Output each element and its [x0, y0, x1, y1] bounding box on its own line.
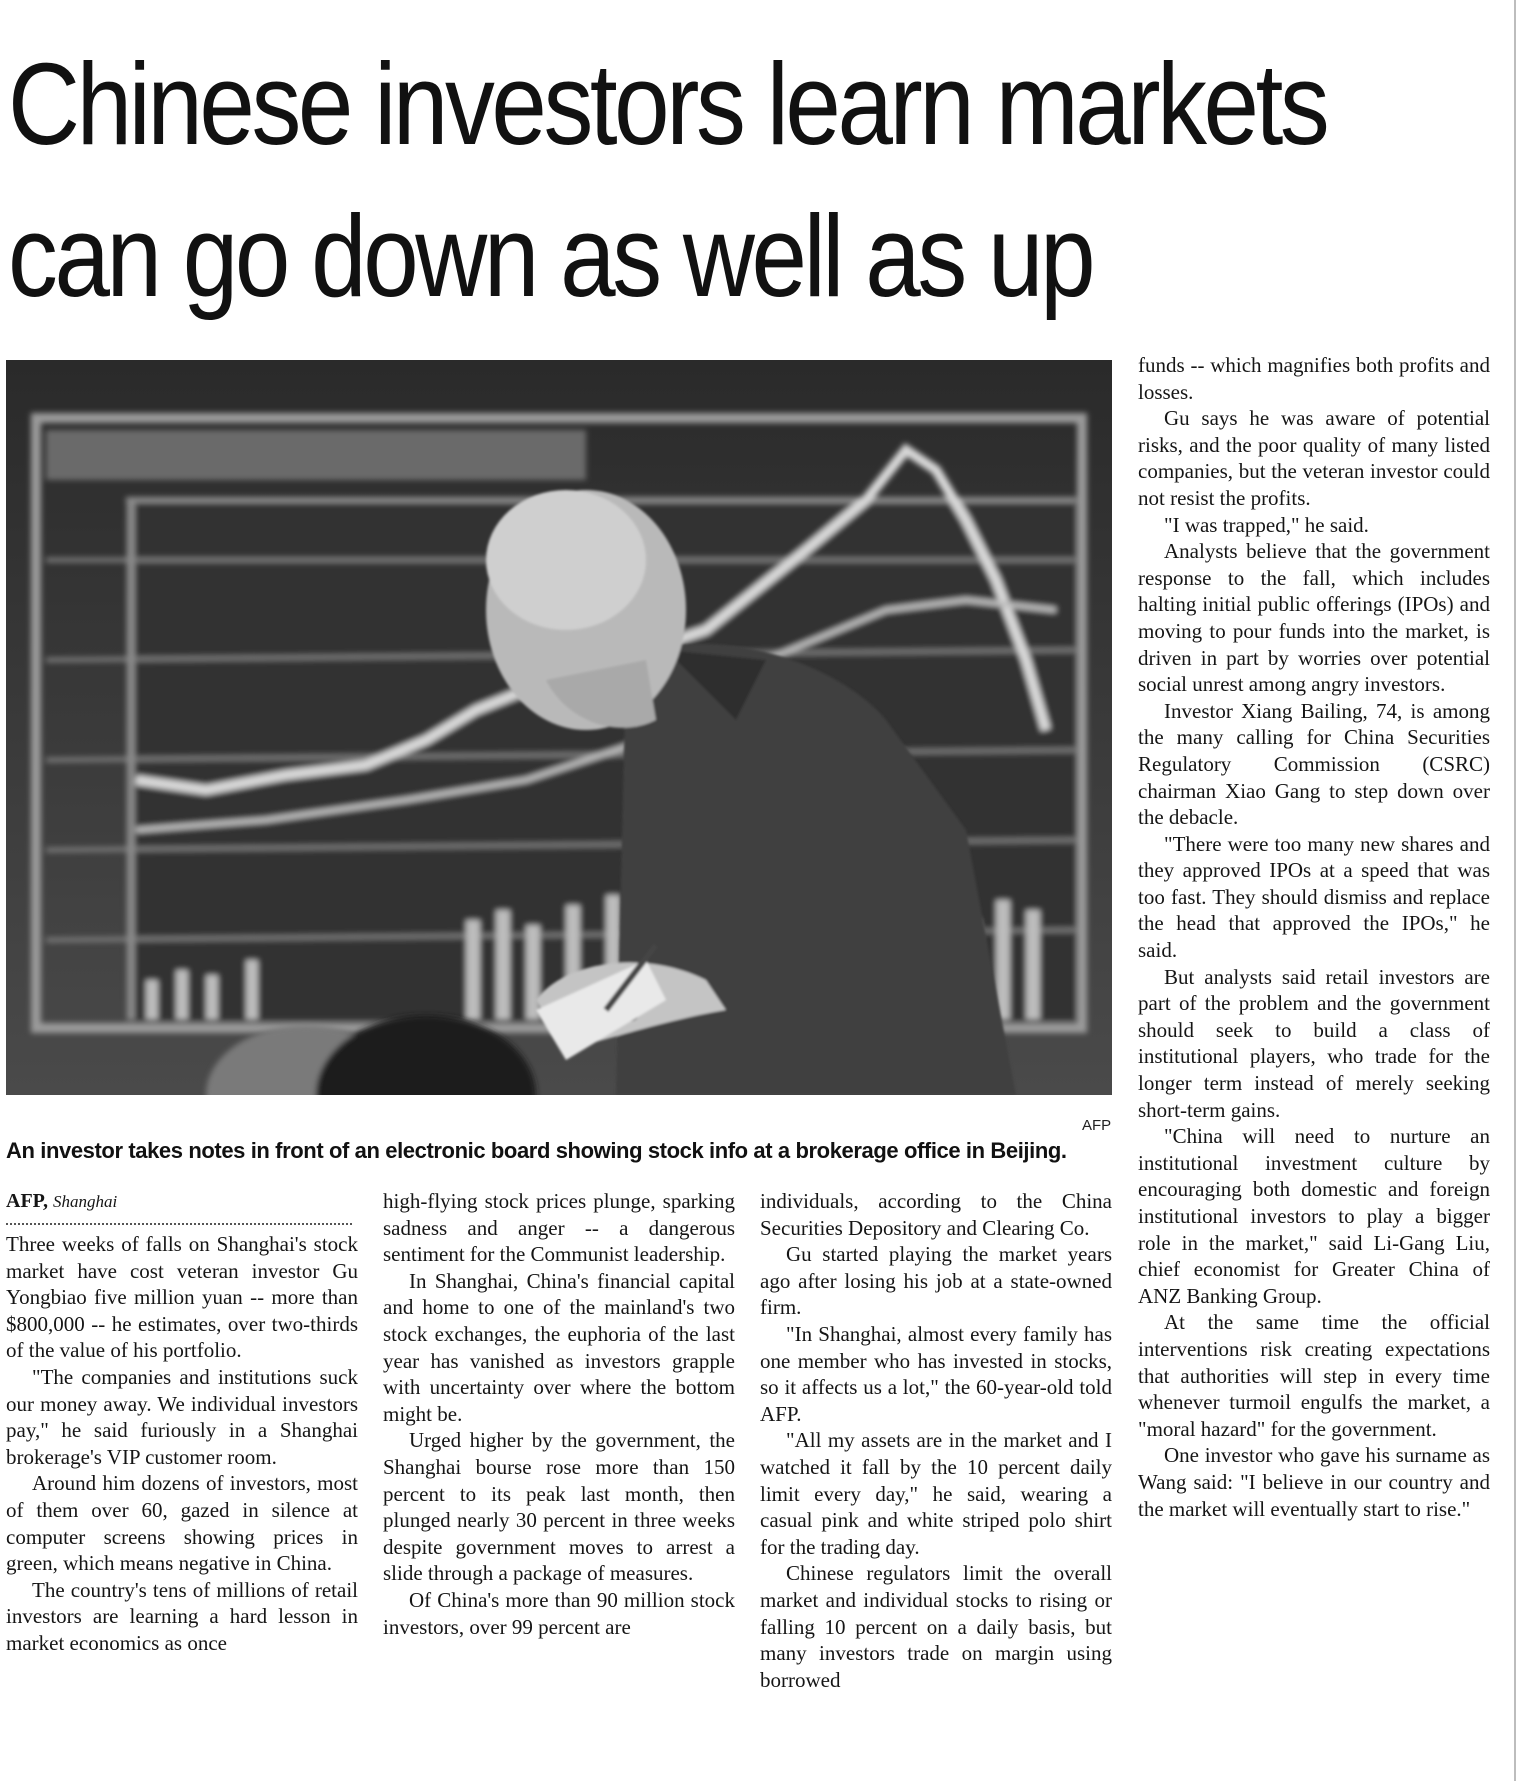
paragraph: "China will need to nurture an institutional investment culture by encouraging both domestic and foreign institutional investors to play a bigger role in the market," said Li-Gang Liu, chief economist for Greater China of ANZ Banking Group.: [1138, 1124, 1490, 1308]
paragraph: "I was trapped," he said.: [1164, 512, 1369, 537]
article-column-2: [383, 1188, 735, 1640]
photo-illustration: [6, 360, 1112, 1095]
paragraph: Of China's more than 90 million stock investors, over 99 percent are: [383, 1587, 735, 1639]
paragraph: But analysts said retail investors are part of the problem and the government should seek to build a class of institutional players, who trade for the longer term instead of merely seeking short-term gains.: [1138, 964, 1490, 1122]
photo-credit: AFP: [1082, 1117, 1112, 1134]
paragraph: "All my assets are in the market and I watched it fall by the 10 percent daily limit every day," he said, wearing a casual pink and white striped polo shirt for the trading day.: [760, 1428, 1112, 1559]
paragraph: Gu says he was aware of potential risks, and the poor quality of many listed companies, but the veteran investor could not resist the profits.: [1138, 406, 1490, 510]
headline-line-1: Chinese investors learn markets: [8, 39, 1327, 169]
article-column-1: [6, 1188, 358, 1657]
paragraph: In Shanghai, China's financial capital and home to one of the mainland's two stock exchanges, the euphoria of the last year has vanished as investors grapple with uncertainty over where the bottom might be.: [383, 1268, 735, 1426]
dateline: [6, 1188, 358, 1215]
paragraph: "In Shanghai, almost every family has one member who has invested in stocks, so it affects us a lot," the 60-year-old told AFP.: [760, 1321, 1112, 1426]
paragraph: Investor Xiang Bailing, 74, is among the many calling for China Securities Regulatory Commission (CSRC) chairman Xiao Gang to step down over the debacle.: [1138, 698, 1490, 830]
headline: [8, 28, 1327, 332]
paragraph: Urged higher by the government, the Shanghai bourse rose more than 150 percent to its peak last month, then plunged nearly 30 percent in three weeks despite government moves to arrest a slide through a package of measures.: [383, 1428, 735, 1586]
paragraph: Around him dozens of investors, most of them over 60, gazed in silence at computer screens showing prices in green, which means negative in China.: [6, 1471, 358, 1576]
paragraph: Three weeks of falls on Shanghai's stock market have cost veteran investor Gu Yongbiao five million yuan -- more than $800,000 -- he estimates, over two-thirds of the value of his portfolio.: [6, 1232, 358, 1363]
paragraph: Analysts believe that the government response to the fall, which includes halting initial public offerings (IPOs) and moving to pour funds into the market, is driven in part by worries over potential social unrest among angry investors.: [1138, 539, 1490, 697]
paragraph: At the same time the official interventions risk creating expectations that authorities will step in every time whenever turmoil engulfs the market, a "moral hazard" for the government.: [1138, 1310, 1490, 1441]
news-photo: [6, 360, 1112, 1095]
dateline-city: Shanghai: [53, 1192, 118, 1211]
paragraph: The country's tens of millions of retail investors are learning a hard lesson in market economics as once: [6, 1577, 358, 1655]
paragraph: individuals, according to the China Securities Depository and Clearing Co.: [760, 1189, 1112, 1240]
article-column-3: [760, 1188, 1112, 1693]
article-column-4: [1138, 352, 1490, 1522]
dotted-rule: [6, 1223, 352, 1225]
headline-line-2: can go down as well as up: [8, 191, 1093, 321]
photo-caption: An investor takes notes in front of an electronic board showing stock info at a brokerage office in Beijing.: [6, 1138, 1067, 1163]
paragraph: One investor who gave his surname as Wang said: "I believe in our country and the market will eventually start to rise.": [1138, 1443, 1490, 1521]
dateline-agency: AFP,: [6, 1190, 49, 1212]
paragraph: high-flying stock prices plunge, sparking sadness and anger -- a dangerous sentiment for the Communist leadership.: [383, 1189, 735, 1267]
paragraph: Chinese regulators limit the overall market and individual stocks to rising or falling 10 percent on a daily basis, but many investors trade on margin using borrowed: [760, 1561, 1112, 1692]
paragraph: "The companies and institutions suck our money away. We individual investors pay," he said furiously in a Shanghai brokerage's VIP customer room.: [6, 1364, 358, 1469]
paragraph: funds -- which magnifies both profits and losses.: [1138, 353, 1490, 404]
paragraph: "There were too many new shares and they approved IPOs at a speed that was too fast. They should dismiss and replace the head that approved the IPOs," he said.: [1138, 831, 1490, 963]
paragraph: Gu started playing the market years ago after losing his job at a state-owned firm.: [760, 1242, 1112, 1320]
